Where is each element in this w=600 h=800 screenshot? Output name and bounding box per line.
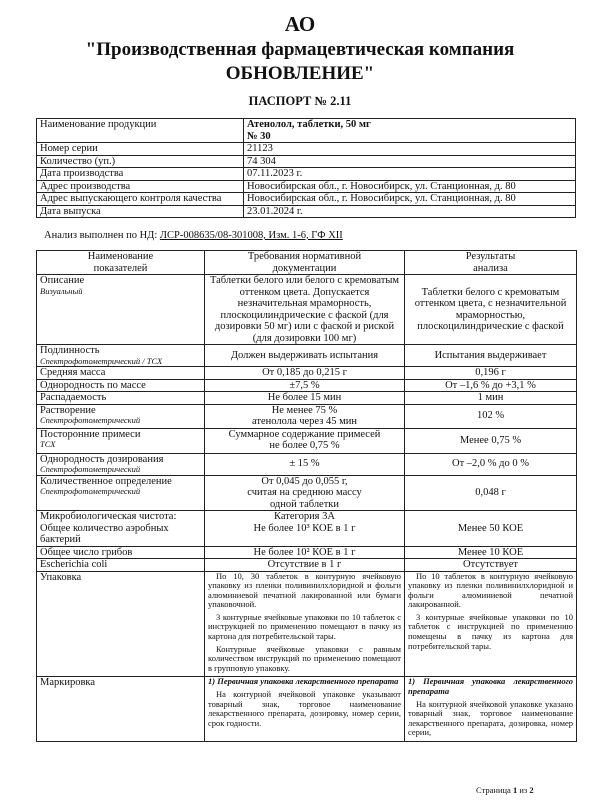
passport-title: ПАСПОРТ № 2.11: [248, 94, 352, 108]
row-name: Подлинность Спектрофотометрический / ТСХ: [37, 345, 205, 367]
info-row: [37, 119, 576, 143]
info-value: Новосибирская обл., г. Новосибирск, ул. Станционная, д. 80: [244, 180, 576, 193]
row-name: Однородность дозирования Спектрофотометрический: [37, 453, 205, 475]
row-requirement: ±7,5 %: [205, 379, 405, 392]
table-row: [37, 345, 577, 367]
row-requirement: Не более 10² КОЕ в 1 г: [205, 546, 405, 559]
row-result: Менее 0,75 %: [405, 428, 577, 453]
row-requirement: Должен выдерживать испытания: [205, 345, 405, 367]
info-value: 23.01.2024 г.: [244, 205, 576, 218]
row-name: Маркировка: [37, 677, 205, 742]
info-value: 74 304: [244, 155, 576, 168]
col-header-requirements: Требования нормативной документации: [205, 251, 405, 275]
row-requirement: Не менее 75 % атенолола через 45 мин: [205, 404, 405, 428]
row-result: От –2,0 % до 0 %: [405, 453, 577, 475]
page-total: 2: [529, 785, 534, 795]
info-value: [244, 119, 576, 143]
row-name: Микробиологическая чистота: Общее количество аэробных бактерий: [37, 511, 205, 547]
product-name: Атенолол, таблетки, 50 мг: [247, 119, 371, 130]
row-name: Количественное определение Спектрофотометрический: [37, 475, 205, 511]
info-row: [37, 180, 576, 193]
row-requirement: Суммарное содержание примесей не более 0,75 %: [205, 428, 405, 453]
table-row: [37, 677, 577, 742]
table-row: [37, 367, 577, 380]
row-requirement: По 10, 30 таблеток в контурную ячейковую упаковку из пленки поливинилхлоридной и фольги алюминиевой печатной лакированной или бумаги упаковочной. 3 контурные ячейковые упаковки по 10 таблеток с инструкцией по применению помещают в пачку из картона для потребительской тары. Контурные ячейковые упаковки с равным количеством инструкций по применению помещают в групповую упаковку.: [205, 571, 405, 677]
info-key: Дата производства: [37, 168, 244, 181]
row-result: Менее 10 КОЕ: [405, 546, 577, 559]
row-result: Менее 50 КОЕ: [405, 511, 577, 547]
row-result: 0,196 г: [405, 367, 577, 380]
row-result: 0,048 г: [405, 475, 577, 511]
row-requirement: Категория 3А Не более 10³ КОЕ в 1 г: [205, 511, 405, 547]
table-row: [37, 511, 577, 547]
col-header-indicator: Наименование показателей: [37, 251, 205, 275]
row-result: 1) Первичная упаковка лекарственного препарата На контурной ячейковой упаковке указано товарный знак, торговое наименование лекарственного препарата, дозировка, номер серии,: [405, 677, 577, 742]
info-row: [37, 143, 576, 156]
table-row: [37, 404, 577, 428]
table-row: [37, 428, 577, 453]
page-footer: Страница 1 из 2: [476, 785, 534, 795]
info-row: [37, 155, 576, 168]
row-name: Escherichia coli: [37, 559, 205, 572]
row-name: Общее число грибов: [37, 546, 205, 559]
test-results-table: [36, 250, 577, 742]
row-name: Посторонние примеси ТСХ: [37, 428, 205, 453]
row-requirement: 1) Первичная упаковка лекарственного препарата На контурной ячейковой упаковке указывают товарный знак, торговое наименование лекарственного препарата, дозировку, номер серии, срок годности.: [205, 677, 405, 742]
org-name-line2: ОБНОВЛЕНИЕ": [225, 63, 375, 84]
row-result: От –1,6 % до +3,1 %: [405, 379, 577, 392]
row-requirement: От 0,045 до 0,055 г, считая на среднюю массу одной таблетки: [205, 475, 405, 511]
info-key: Дата выпуска: [37, 205, 244, 218]
row-result: 1 мин: [405, 392, 577, 405]
row-name: Средняя масса: [37, 367, 205, 380]
table-row: [37, 275, 577, 345]
row-requirement: Таблетки белого или белого с кремоватым оттенком цвета. Допускается незначительная мраморность, плоскоцилиндрические с фаской (для дозировки 50 мг) или с фаской и риской (для дозировки 100 мг): [205, 275, 405, 345]
table-row: [37, 571, 577, 677]
row-requirement: Отсутствие в 1 г: [205, 559, 405, 572]
info-value: 07.11.2023 г.: [244, 168, 576, 181]
row-name: Описание Визуальный: [37, 275, 205, 345]
row-result: Испытания выдерживает: [405, 345, 577, 367]
table-row: [37, 379, 577, 392]
info-key: Наименование продукции: [37, 119, 244, 143]
row-result: 102 %: [405, 404, 577, 428]
info-row: [37, 168, 576, 181]
org-name-line1: "Производственная фармацевтическая компания: [85, 39, 515, 60]
table-row: [37, 559, 577, 572]
row-name: Однородность по массе: [37, 379, 205, 392]
table-row: [37, 546, 577, 559]
table-row: [37, 392, 577, 405]
analysis-prefix: Анализ выполнен по НД:: [44, 230, 160, 241]
info-key: Номер серии: [37, 143, 244, 156]
org-type: АО: [284, 12, 316, 36]
info-key: Адрес производства: [37, 180, 244, 193]
table-header-row: [37, 251, 577, 275]
info-row: [37, 205, 576, 218]
analysis-note: [44, 230, 343, 241]
row-result: Таблетки белого с кремоватым оттенком цвета, с незначительной мраморностью, плоскоцилиндрические с фаской: [405, 275, 577, 345]
info-value: 21123: [244, 143, 576, 156]
info-key: Количество (уп.): [37, 155, 244, 168]
row-name: Растворение Спектрофотометрический: [37, 404, 205, 428]
org-name: [0, 38, 600, 86]
product-pack-count: № 30: [247, 130, 271, 142]
info-key: Адрес выпускающего контроля качества: [37, 193, 244, 206]
row-name: Распадаемость: [37, 392, 205, 405]
table-row: [37, 475, 577, 511]
row-requirement: ± 15 %: [205, 453, 405, 475]
info-value: Новосибирская обл., г. Новосибирск, ул. Станционная, д. 80: [244, 193, 576, 206]
row-requirement: Не более 15 мин: [205, 392, 405, 405]
analysis-nd: ЛСР-008635/08-301008, Изм. 1-6, ГФ XII: [159, 230, 343, 241]
row-result: По 10 таблеток в контурную ячейковую упаковку из пленки поливинилхлоридной и фольги алюминиевой печатной лакированной. 3 контурные ячейковые упаковки по 10 таблеток с инструкцией по применению помещены в пачку из картона для потребительской тары.: [405, 571, 577, 677]
page-number: 1: [512, 785, 518, 795]
col-header-results: Результаты анализа: [405, 251, 577, 275]
product-info-table: [36, 118, 576, 218]
row-result: Отсутствует: [405, 559, 577, 572]
row-requirement: От 0,185 до 0,215 г: [205, 367, 405, 380]
row-name: Упаковка: [37, 571, 205, 677]
info-row: [37, 193, 576, 206]
table-row: [37, 453, 577, 475]
